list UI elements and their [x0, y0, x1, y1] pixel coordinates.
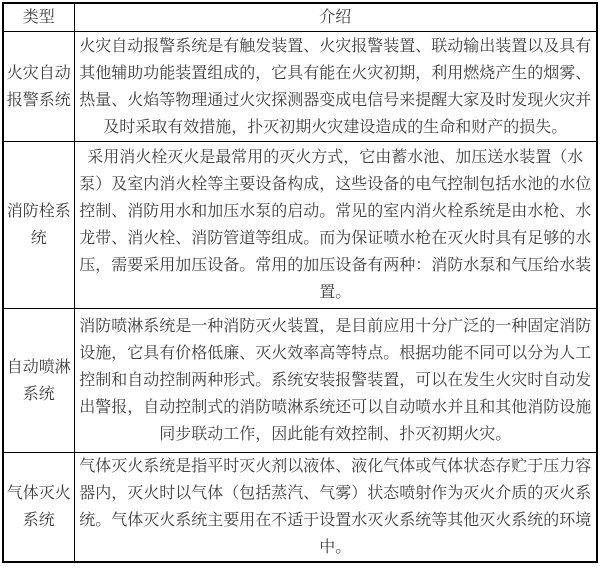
table-row-gas-extinguishing-system: [3, 453, 597, 563]
table-row-hydrant-system: [3, 142, 597, 309]
system-type-label: 气体灭火系统: [3, 453, 74, 563]
column-header-intro: 介绍: [74, 3, 597, 32]
table-row-fire-alarm-system: [3, 32, 597, 142]
system-type-label: 自动喷淋系统: [3, 309, 74, 453]
fire-protection-systems-table: [2, 2, 598, 563]
table-row-sprinkler-system: [3, 309, 597, 453]
system-description-text: 采用消火栓灭火是最常用的灭火方式，它由蓄水池、加压送水装置（水泵）及室内消火栓等主要设备构成，这些设备的电气控制包括水池的水位控制、消防用水和加压水泵的启动。常见的室内消火栓系统是由水枪、水龙带、消火栓、消防管道等组成。而为保证喷水枪在灭火时具有足够的水压，需要采用加压设备。常用的加压设备有两种：消防水泵和气压给水装置。: [74, 142, 597, 309]
system-description-text: 火灾自动报警系统是有触发装置、火灾报警装置、联动输出装置以及具有其他辅助功能装置组成的，它具有能在火灾初期，利用燃烧产生的烟雾、热量、火焰等物理通过火灾探测器变成电信号来提醒大家及时发现火灾并及时采取有效措施，扑灭初期火灾建设造成的生命和财产的损失。: [74, 32, 597, 142]
system-description-text: 气体灭火系统是指平时灭火剂以液体、液化气体或气体状态存贮于压力容器内，灭火时以气体（包括蒸汽、气雾）状态喷射作为灭火介质的灭火系统。气体灭火系统主要用在不适于设置水灭火系统等其他灭火系统的环境中。: [74, 453, 597, 563]
system-type-label: 火灾自动报警系统: [3, 32, 74, 142]
column-header-type: 类型: [3, 3, 74, 32]
system-type-label: 消防栓系统: [3, 142, 74, 309]
header-row: [3, 3, 597, 32]
system-description-text: 消防喷淋系统是一种消防灭火装置，是目前应用十分广泛的一种固定消防设施，它具有价格低廉、灭火效率高等特点。根据功能不同可以分为人工控制和自动控制两种形式。系统安装报警装置，可以在发生火灾时自动发出警报，自动控制式的消防喷淋系统还可以自动喷水并且和其他消防设施同步联动工作，因此能有效控制、扑灭初期火灾。: [74, 309, 597, 453]
